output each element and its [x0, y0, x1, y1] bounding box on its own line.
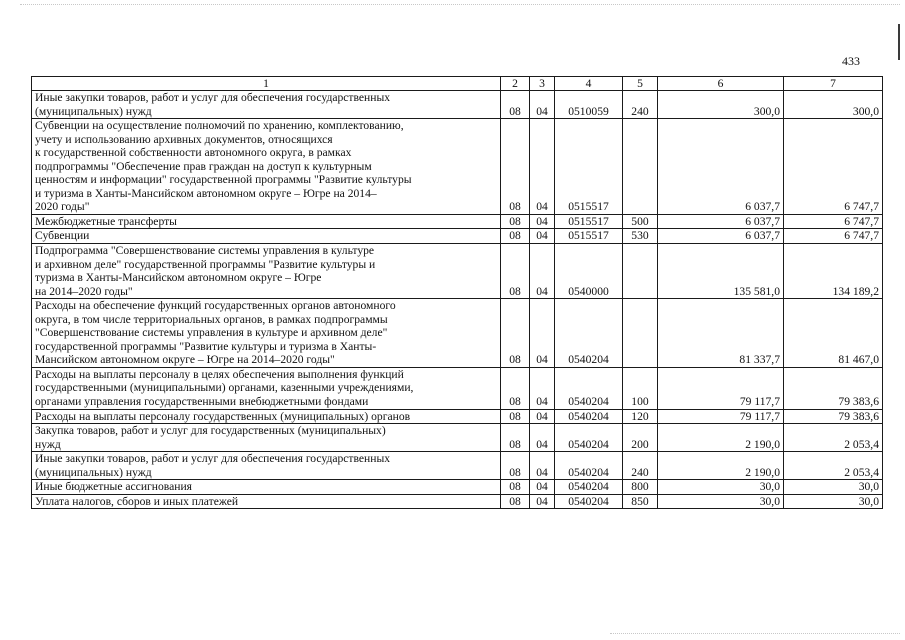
row-section: 08 [501, 452, 530, 480]
scan-artifact-bottom [610, 633, 900, 635]
row-amount-col7: 6 747,7 [784, 229, 883, 244]
row-expense-type [623, 244, 658, 299]
table-row [32, 424, 883, 452]
row-name: Иные закупки товаров, работ и услуг для обеспечения государственных (муниципальных) нужд [32, 91, 501, 119]
row-amount-col7: 134 189,2 [784, 244, 883, 299]
row-expense-type: 200 [623, 424, 658, 452]
row-name: Расходы на выплаты персоналу в целях обеспечения выполнения функций государственными (муниципальными) органами, казенными учреждениями, органами управления государственными внебюджетными фондами [32, 367, 501, 409]
row-amount-col6: 79 117,7 [658, 367, 784, 409]
row-amount-col6: 135 581,0 [658, 244, 784, 299]
header-cell: 1 [32, 77, 501, 91]
row-expense-type [623, 299, 658, 368]
row-amount-col7: 30,0 [784, 494, 883, 509]
row-amount-col6: 30,0 [658, 480, 784, 495]
row-expense-type: 240 [623, 452, 658, 480]
row-section: 08 [501, 424, 530, 452]
table-header-row [32, 77, 883, 91]
row-name: Уплата налогов, сборов и иных платежей [32, 494, 501, 509]
table-row [32, 367, 883, 409]
table-row [32, 409, 883, 424]
row-section: 08 [501, 119, 530, 215]
row-amount-col6: 300,0 [658, 91, 784, 119]
table-row [32, 214, 883, 229]
row-amount-col6: 81 337,7 [658, 299, 784, 368]
row-section: 08 [501, 229, 530, 244]
row-name: Подпрограмма "Совершенствование системы управления в культуре и архивном деле" государственной программы "Развитие культуры и туризма в Ханты-Мансийском автономном округе – Югре на 2014–2020 годы" [32, 244, 501, 299]
row-amount-col6: 2 190,0 [658, 452, 784, 480]
row-subsection: 04 [530, 452, 555, 480]
row-amount-col7: 6 747,7 [784, 214, 883, 229]
row-name: Иные бюджетные ассигнования [32, 480, 501, 495]
page-number: 433 [842, 54, 860, 68]
table-row [32, 229, 883, 244]
table-row [32, 452, 883, 480]
row-amount-col7: 2 053,4 [784, 424, 883, 452]
row-section: 08 [501, 244, 530, 299]
row-section: 08 [501, 480, 530, 495]
row-name: Иные закупки товаров, работ и услуг для обеспечения государственных (муниципальных) нужд [32, 452, 501, 480]
row-subsection: 04 [530, 480, 555, 495]
row-amount-col6: 79 117,7 [658, 409, 784, 424]
row-name: Расходы на выплаты персоналу государственных (муниципальных) органов [32, 409, 501, 424]
row-section: 08 [501, 299, 530, 368]
row-subsection: 04 [530, 229, 555, 244]
table-row [32, 299, 883, 368]
row-amount-col7: 300,0 [784, 91, 883, 119]
budget-table [31, 76, 883, 509]
row-amount-col6: 2 190,0 [658, 424, 784, 452]
row-section: 08 [501, 494, 530, 509]
row-amount-col7: 6 747,7 [784, 119, 883, 215]
row-target-code: 0540204 [555, 452, 623, 480]
row-expense-type: 240 [623, 91, 658, 119]
row-target-code: 0515517 [555, 214, 623, 229]
row-target-code: 0540204 [555, 424, 623, 452]
row-subsection: 04 [530, 244, 555, 299]
row-expense-type: 100 [623, 367, 658, 409]
table-row [32, 119, 883, 215]
row-amount-col6: 6 037,7 [658, 229, 784, 244]
row-subsection: 04 [530, 494, 555, 509]
row-expense-type: 850 [623, 494, 658, 509]
row-subsection: 04 [530, 91, 555, 119]
row-target-code: 0540204 [555, 494, 623, 509]
row-name: Межбюджетные трансферты [32, 214, 501, 229]
row-target-code: 0515517 [555, 119, 623, 215]
row-name: Закупка товаров, работ и услуг для государственных (муниципальных) нужд [32, 424, 501, 452]
row-subsection: 04 [530, 424, 555, 452]
header-cell: 4 [555, 77, 623, 91]
scan-artifact-right [898, 24, 900, 60]
table-row [32, 494, 883, 509]
row-target-code: 0515517 [555, 229, 623, 244]
row-target-code: 0540204 [555, 409, 623, 424]
row-amount-col7: 2 053,4 [784, 452, 883, 480]
row-subsection: 04 [530, 214, 555, 229]
row-amount-col7: 30,0 [784, 480, 883, 495]
header-cell: 3 [530, 77, 555, 91]
row-section: 08 [501, 409, 530, 424]
row-target-code: 0540204 [555, 299, 623, 368]
row-amount-col7: 81 467,0 [784, 299, 883, 368]
row-expense-type: 120 [623, 409, 658, 424]
header-cell: 7 [784, 77, 883, 91]
table-row [32, 480, 883, 495]
header-cell: 5 [623, 77, 658, 91]
table-row [32, 244, 883, 299]
row-amount-col7: 79 383,6 [784, 367, 883, 409]
row-subsection: 04 [530, 299, 555, 368]
row-name: Субвенции [32, 229, 501, 244]
row-subsection: 04 [530, 367, 555, 409]
row-target-code: 0540000 [555, 244, 623, 299]
row-section: 08 [501, 91, 530, 119]
row-section: 08 [501, 367, 530, 409]
row-subsection: 04 [530, 409, 555, 424]
row-amount-col6: 30,0 [658, 494, 784, 509]
row-target-code: 0510059 [555, 91, 623, 119]
row-expense-type: 500 [623, 214, 658, 229]
table-row [32, 91, 883, 119]
row-expense-type: 530 [623, 229, 658, 244]
row-amount-col7: 79 383,6 [784, 409, 883, 424]
row-target-code: 0540204 [555, 480, 623, 495]
header-cell: 2 [501, 77, 530, 91]
scan-artifact-top [20, 4, 900, 6]
row-amount-col6: 6 037,7 [658, 119, 784, 215]
row-amount-col6: 6 037,7 [658, 214, 784, 229]
header-cell: 6 [658, 77, 784, 91]
row-name: Субвенции на осуществление полномочий по хранению, комплектованию, учету и использованию архивных документов, относящихся к государственной собственности автономного округа, в рамках подпрограммы "Обеспечение прав граждан на доступ к культурным ценностям и информации" государственной программы "Развитие культуры и туризма в Ханты-Мансийском автономном округе – Югре на 2014– 2020 годы" [32, 119, 501, 215]
row-name: Расходы на обеспечение функций государственных органов автономного округа, в том числе территориальных органов, в рамках подпрограммы "Совершенствование системы управления в культуре и архивном деле" государственной программы "Развитие культуры и туризма в Ханты- Мансийском автономном округе – Югре на 2014–2020 годы" [32, 299, 501, 368]
row-subsection: 04 [530, 119, 555, 215]
row-target-code: 0540204 [555, 367, 623, 409]
row-expense-type [623, 119, 658, 215]
row-expense-type: 800 [623, 480, 658, 495]
row-section: 08 [501, 214, 530, 229]
